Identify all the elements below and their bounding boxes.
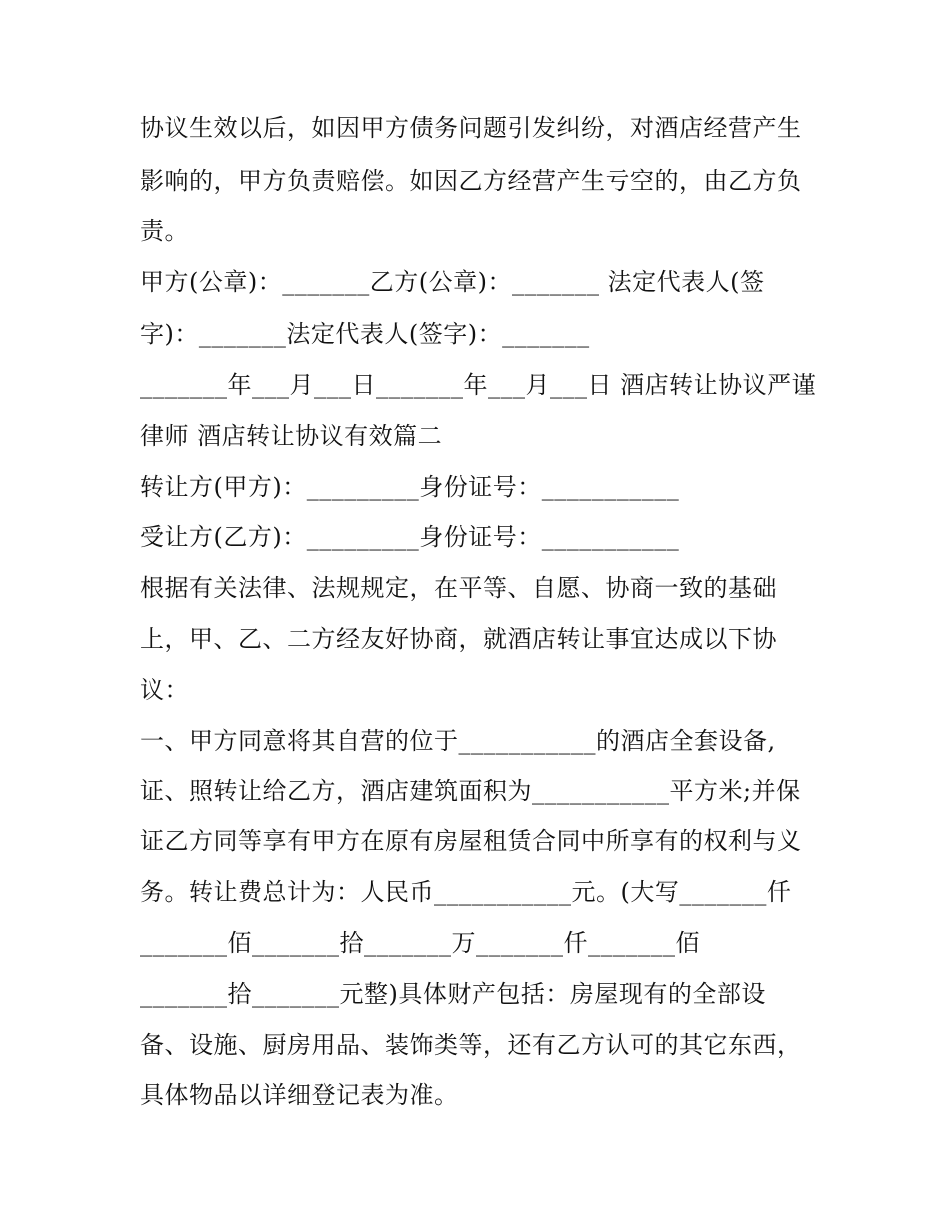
clause-line: 务。转让费总计为：人民币___________元。(大写_______仟 bbox=[140, 878, 792, 906]
clause-line: 证、照转让给乙方，酒店建筑面积为___________平方米;并保 bbox=[140, 777, 801, 805]
clause-line: 证乙方同等享有甲方在原有房屋租赁合同中所享有的权利与义 bbox=[140, 827, 802, 855]
paragraph-line: 上，甲、乙、二方经友好协商，就酒店转让事宜达成以下协 bbox=[140, 625, 777, 653]
paragraph-line: 议： bbox=[140, 676, 189, 704]
clause-line: 备、设施、厨房用品、装饰类等，还有乙方认可的其它东西， bbox=[140, 1031, 802, 1059]
clause-line: _______佰_______拾_______万_______仟_______佰 bbox=[140, 929, 700, 957]
clause-line: 一、甲方同意将其自营的位于___________的酒店全套设备, bbox=[140, 727, 776, 755]
signature-line: 字)：_______法定代表人(签字)：_______ bbox=[140, 320, 590, 348]
paragraph-line: 责。 bbox=[140, 217, 189, 245]
clause-line: 具体物品以详细登记表为准。 bbox=[140, 1081, 459, 1109]
paragraph-line: 根据有关法律、法规规定，在平等、自愿、协商一致的基础 bbox=[140, 574, 777, 602]
transferor-line: 转让方(甲方)：_________身份证号：___________ bbox=[140, 473, 680, 501]
clause-line: _______拾_______元整)具体财产包括：房屋现有的全部设 bbox=[140, 980, 766, 1008]
paragraph-line: 协议生效以后，如因甲方债务问题引发纠纷，对酒店经营产生 bbox=[140, 114, 802, 142]
section-heading: 律师 酒店转让协议有效篇二 bbox=[140, 422, 443, 450]
signature-line: 甲方(公章)：_______乙方(公章)：_______ 法定代表人(签 bbox=[140, 268, 765, 296]
paragraph-line: 影响的，甲方负责赔偿。如因乙方经营产生亏空的，由乙方负 bbox=[140, 167, 802, 195]
transferee-line: 受让方(乙方)：_________身份证号：___________ bbox=[140, 523, 680, 551]
date-line: _______年___月___日_______年___月___日 酒店转让协议严谨 bbox=[140, 371, 817, 399]
